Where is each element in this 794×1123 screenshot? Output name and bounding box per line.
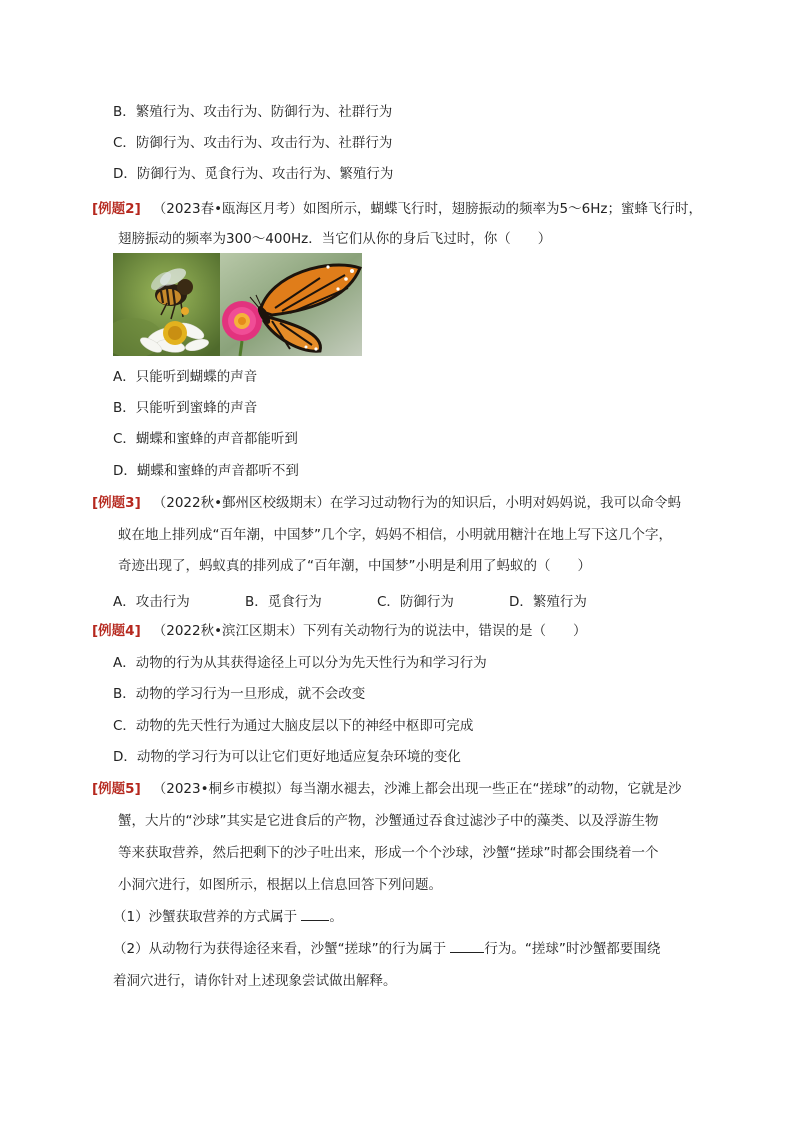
q1-option-b: B．繁殖行为、攻击行为、防御行为、社群行为 [113,104,393,120]
ex3-stem-line2: 蚁在地上排列成“百年潮，中国梦”几个字，妈妈不相信，小明就用糖汁在地上写下这几个字， [118,527,672,543]
ex5-sub1-answer-blank[interactable] [301,908,329,921]
ex3-tag: [例题3] [92,495,141,511]
ex4-option-c: C．动物的先天性行为通过大脑皮层以下的神经中枢即可完成 [113,718,474,734]
ex5-stem-line1 [92,780,682,798]
ex2-option-c: C．蝴蝶和蜜蜂的声音都能听到 [113,431,298,447]
ex3-stem-line3: 奇迹出现了，蚂蚁真的排列成了“百年潮，中国梦”小明是利用了蚂蚁的（ ） [118,558,591,574]
ex2-option-d: D．蝴蝶和蜜蜂的声音都听不到 [113,463,299,479]
ex4-stem-line1 [92,622,587,640]
ex5-sub2-end: 行为。“搓球”时沙蟹都要围绕 [484,941,661,957]
ex5-stem-line2: 蟹，大片的“沙球”其实是它进食后的产物，沙蟹通过吞食过滤沙子中的藻类、以及浮游生物 [118,813,659,829]
ex5-stem-line3: 等来获取营养，然后把剩下的沙子吐出来，形成一个个沙球，沙蟹“搓球”时都会围绕着一个 [118,845,659,861]
ex2-stem-line1 [92,200,702,218]
ex3-stem-line1 [92,494,681,512]
ex5-text1: （2023•桐乡市模拟）每当潮水褪去，沙滩上都会出现一些正在“搓球”的动物，它就是沙 [152,781,682,797]
ex3-option-c: C．防御行为 [377,594,454,610]
ex5-sub2-answer-blank[interactable] [450,940,484,953]
ex5-sub1 [113,908,343,926]
ex2-stem-line2: 翅膀振动的频率为300～400Hz．当它们从你的身后飞过时，你（ ） [118,231,552,247]
ex2-option-a: A．只能听到蝴蝶的声音 [113,369,258,385]
q1-option-c: C．防御行为、攻击行为、攻击行为、社群行为 [113,135,393,151]
ex3-option-b: B．觅食行为 [245,594,322,610]
ex5-sub2-line2: 着洞穴进行，请你针对上述现象尝试做出解释。 [113,973,397,989]
ex3-options-row [113,590,733,610]
ex4-text1: （2022秋•滨江区期末）下列有关动物行为的说法中，错误的是（ ） [152,623,587,639]
ex5-sub1-end: 。 [329,909,343,925]
bee-photo [113,253,220,356]
butterfly-illustration [220,253,362,356]
butterfly-photo [220,253,362,356]
ex3-option-d: D．繁殖行为 [509,594,587,610]
ex2-option-b: B．只能听到蜜蜂的声音 [113,400,258,416]
ex4-tag: [例题4] [92,623,141,639]
ex4-option-a: A．动物的行为从其获得途径上可以分为先天性行为和学习行为 [113,655,487,671]
ex3-text1: （2022秋•鄞州区校级期末）在学习过动物行为的知识后，小明对妈妈说，我可以命令蚂 [152,495,682,511]
ex5-tag: [例题5] [92,781,141,797]
ex3-option-a: A．攻击行为 [113,594,190,610]
ex2-tag: [例题2] [92,201,141,217]
ex4-option-b: B．动物的学习行为一旦形成，就不会改变 [113,686,366,702]
ex5-sub2 [113,940,660,958]
ex4-option-d: D．动物的学习行为可以让它们更好地适应复杂环境的变化 [113,749,461,765]
ex2-text1: （2023春•瓯海区月考）如图所示，蝴蝶飞行时，翅膀振动的频率为5～6Hz；蜜蜂飞行时， [152,201,702,217]
ex5-sub2-text: （2）从动物行为获得途径来看，沙蟹“搓球”的行为属于 [113,941,447,957]
bee-illustration [113,253,220,356]
q1-option-d: D．防御行为、觅食行为、攻击行为、繁殖行为 [113,166,394,182]
ex5-stem-line4: 小洞穴进行，如图所示，根据以上信息回答下列问题。 [118,877,442,893]
ex5-sub1-text: （1）沙蟹获取营养的方式属于 [113,909,298,925]
